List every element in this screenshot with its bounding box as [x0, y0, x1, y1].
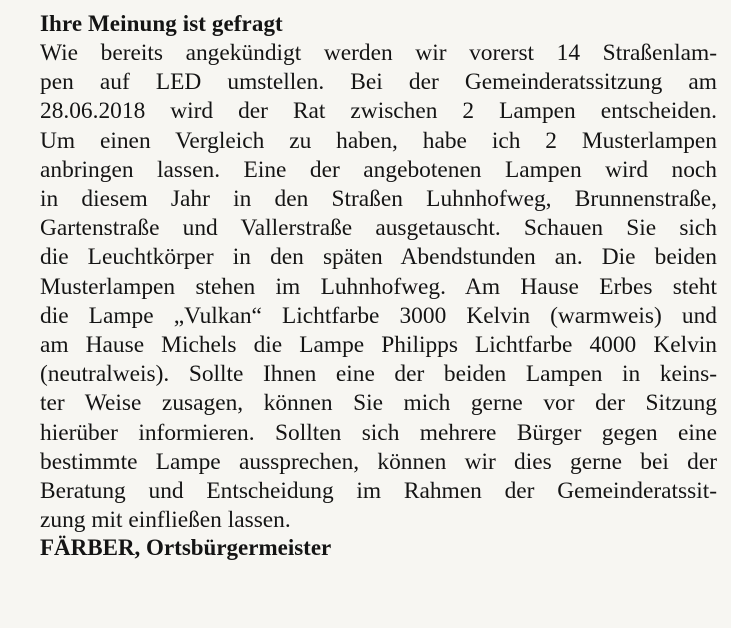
body-line-last: zung mit einfließen lassen. — [40, 507, 291, 534]
body-line: Musterlampen stehen im Luhnhofweg. Am Hause Erbes steht — [40, 273, 717, 300]
article-body — [40, 39, 717, 535]
body-line: die Leuchtkörper in den späten Abendstunden an. Die beiden — [40, 244, 717, 271]
body-line: Gartenstraße und Vallerstraße ausgetauscht. Schauen Sie sich — [40, 215, 717, 242]
body-line: anbringen lassen. Eine der angebotenen Lampen wird noch — [40, 156, 717, 183]
article-title: Ihre Meinung ist gefragt — [40, 11, 283, 36]
body-line: Um einen Vergleich zu haben, habe ich 2 Musterlampen — [40, 127, 717, 154]
body-line: Wie bereits angekündigt werden wir vorerst 14 Straßenlam- — [40, 40, 717, 66]
body-line: ter Weise zusagen, können Sie mich gerne vor der Sitzung — [40, 390, 717, 417]
signature: FÄRBER, Ortsbürgermeister — [40, 535, 332, 561]
body-line: 28.06.2018 wird der Rat zwischen 2 Lampen entscheiden. — [40, 98, 717, 125]
body-line: pen auf LED umstellen. Bei der Gemeinderatssitzung am — [40, 69, 717, 96]
body-line: die Lampe „Vulkan“ Lichtfarbe 3000 Kelvin (warmweis) und — [40, 302, 717, 329]
body-line: (neutralweis). Sollte Ihnen eine der beiden Lampen in keins- — [40, 361, 717, 388]
body-line: hierüber informieren. Sollten sich mehrere Bürger gegen eine — [40, 419, 717, 446]
body-line: Beratung und Entscheidung im Rahmen der Gemeinderatssit- — [40, 478, 717, 505]
body-line: in diesem Jahr in den Straßen Luhnhofweg, Brunnenstraße, — [40, 186, 717, 213]
body-line: bestimmte Lampe aussprechen, können wir dies gerne bei der — [40, 448, 717, 475]
body-line: am Hause Michels die Lampe Philipps Lichtfarbe 4000 Kelvin — [40, 332, 717, 359]
